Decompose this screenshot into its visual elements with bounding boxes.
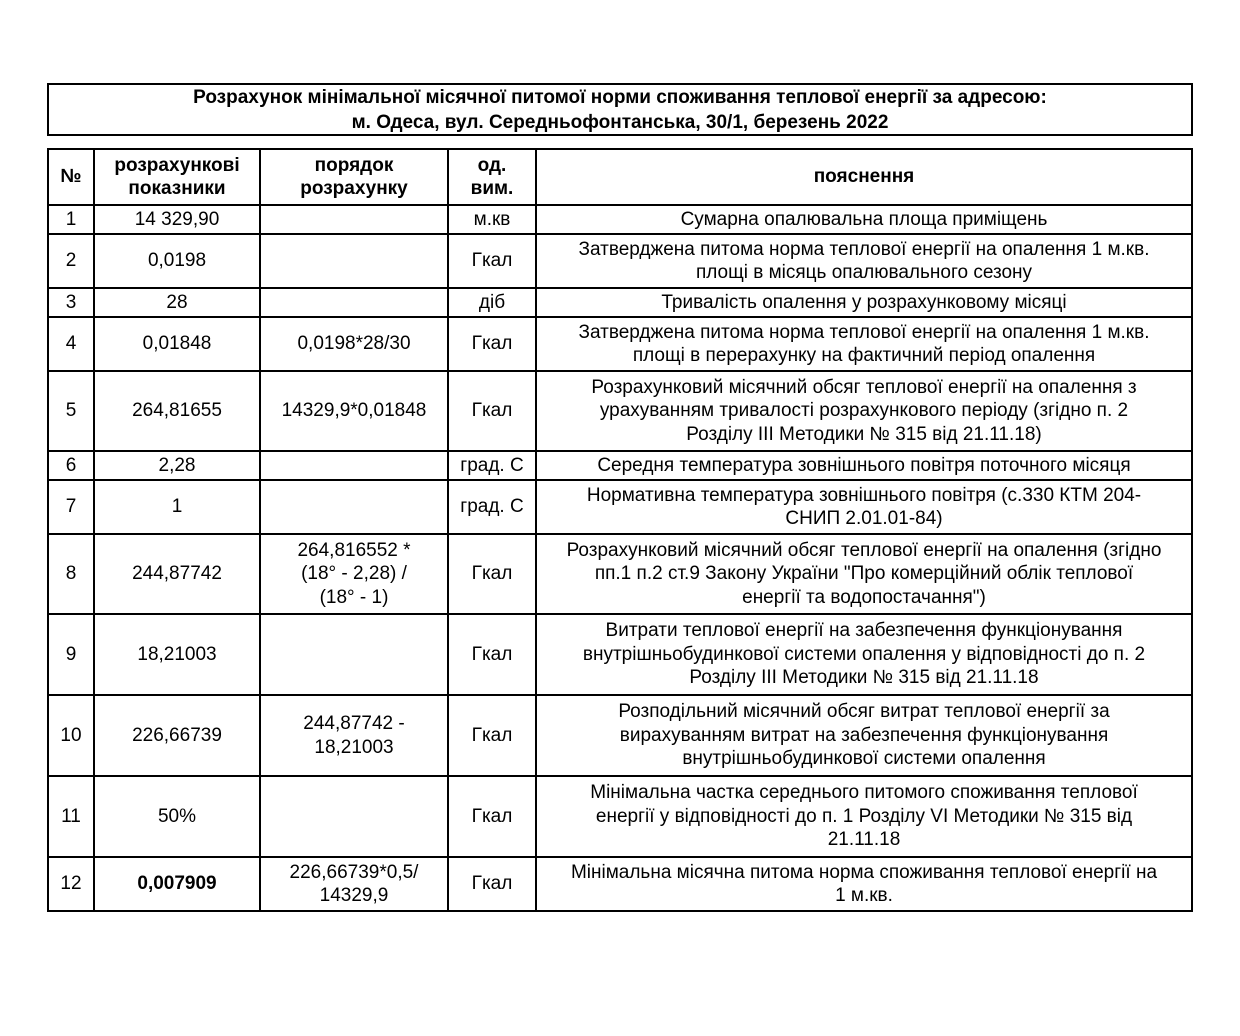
row-value: 1 (94, 480, 260, 534)
explanation-line: СНИП 2.01.01-84) (785, 508, 943, 529)
explanation-line: площі в перерахунку на фактичний період опалення (632, 345, 1096, 366)
row-formula (260, 614, 448, 695)
explanation-line: Розподільний місячний обсяг витрат теплової енергії за (618, 701, 1110, 723)
row-explanation (536, 695, 1192, 776)
row-explanation (536, 534, 1192, 614)
title-line-2: м. Одеса, вул. Середньофонтанська, 30/1, березень 2022 (351, 111, 889, 133)
row-value: 244,87742 (94, 534, 260, 614)
row-formula (260, 534, 448, 614)
row-explanation (536, 480, 1192, 534)
explanation-line: вирахуванням витрат на забезпечення функціонування (619, 724, 1109, 746)
explanation-line: Розрахунковий місячний обсяг теплової енергії на опалення (згідно (566, 539, 1162, 561)
explanation-line: внутрішньобудинкової системи опалення у відповідності до п. 2 (582, 643, 1146, 665)
table-row (48, 205, 1192, 234)
explanation-line: Затверджена питома норма теплової енергії на опалення 1 м.кв. (578, 238, 1150, 260)
row-value: 264,81655 (94, 371, 260, 451)
row-formula (260, 695, 448, 776)
row-formula (260, 288, 448, 317)
table-row (48, 534, 1192, 614)
row-explanation (536, 234, 1192, 288)
row-unit: Гкал (448, 317, 536, 371)
row-explanation (536, 451, 1192, 480)
explanation-line: Нормативна температура зовнішнього повітря (с.330 КТМ 204- (586, 484, 1142, 506)
row-value: 14 329,90 (94, 205, 260, 234)
row-unit: Гкал (448, 534, 536, 614)
row-value: 28 (94, 288, 260, 317)
row-formula (260, 205, 448, 234)
table-row (48, 480, 1192, 534)
formula-line: 18,21003 (314, 736, 394, 758)
row-value: 2,28 (94, 451, 260, 480)
explanation-line: енергії у відповідності до п. 1 Розділу VI Методики № 315 від (595, 805, 1133, 827)
table-row (48, 857, 1192, 911)
row-formula (260, 480, 448, 534)
explanation-line: 1 м.кв. (835, 885, 893, 906)
row-value: 50% (94, 776, 260, 857)
explanation-line: Затверджена питома норма теплової енергії на опалення 1 м.кв. (578, 321, 1150, 343)
explanation-line: Мінімальна частка середнього питомого споживання теплової (590, 782, 1138, 804)
explanation-line: Сумарна опалювальна площа приміщень (680, 208, 1048, 230)
explanation-line: Витрати теплової енергії на забезпечення функціонування (605, 620, 1123, 642)
header-explanation: пояснення (536, 149, 1192, 205)
formula-line: 14329,9*0,01848 (281, 400, 427, 422)
calculation-table (47, 148, 1193, 912)
document-title (47, 83, 1193, 136)
explanation-line: Середня температура зовнішнього повітря поточного місяця (597, 454, 1131, 476)
formula-line: 226,66739*0,5/ (289, 861, 419, 883)
row-explanation (536, 857, 1192, 911)
row-formula (260, 776, 448, 857)
row-value: 0,01848 (94, 317, 260, 371)
row-unit: Гкал (448, 234, 536, 288)
row-value: 0,0198 (94, 234, 260, 288)
formula-line: (18° - 1) (319, 586, 389, 608)
row-number: 1 (48, 205, 94, 234)
explanation-line: внутрішньобудинкової системи опалення (682, 748, 1046, 770)
row-unit: Гкал (448, 371, 536, 451)
table-row (48, 317, 1192, 371)
table-row (48, 288, 1192, 317)
row-explanation (536, 614, 1192, 695)
row-unit: м.кв (448, 205, 536, 234)
row-unit: Гкал (448, 614, 536, 695)
formula-line: 14329,9 (319, 885, 389, 906)
explanation-line: 21.11.18 (827, 829, 901, 851)
row-value: 0,007909 (94, 857, 260, 911)
row-number: 7 (48, 480, 94, 534)
row-number: 5 (48, 371, 94, 451)
row-number: 11 (48, 776, 94, 857)
formula-line: 264,816552 * (297, 539, 411, 561)
explanation-line: Розділу ІІІ Методики № 315 від 21.11.18) (686, 423, 1042, 445)
table-body (48, 205, 1192, 911)
row-value: 226,66739 (94, 695, 260, 776)
table-row (48, 776, 1192, 857)
explanation-line: пп.1 п.2 ст.9 Закону України "Про комерційний облік теплової (594, 563, 1134, 585)
formula-line: (18° - 2,28) / (301, 563, 407, 585)
row-number: 3 (48, 288, 94, 317)
row-unit: град. С (448, 451, 536, 480)
row-number: 10 (48, 695, 94, 776)
formula-line: 0,0198*28/30 (297, 333, 411, 355)
explanation-line: енергії та водопостачання") (742, 586, 986, 608)
row-number: 4 (48, 317, 94, 371)
row-explanation (536, 288, 1192, 317)
row-number: 9 (48, 614, 94, 695)
row-explanation (536, 776, 1192, 857)
table-header-row (48, 149, 1192, 205)
table-row (48, 451, 1192, 480)
row-unit: Гкал (448, 695, 536, 776)
explanation-line: Розрахунковий місячний обсяг теплової енергії на опалення з (591, 376, 1137, 398)
table-row (48, 614, 1192, 695)
row-explanation (536, 317, 1192, 371)
row-number: 8 (48, 534, 94, 614)
formula-line: 244,87742 - (303, 713, 405, 734)
row-formula (260, 371, 448, 451)
row-number: 6 (48, 451, 94, 480)
explanation-line: площі в місяць опалювального сезону (695, 262, 1033, 283)
header-number: № (48, 149, 94, 205)
header-unit: од. вим. (448, 149, 536, 205)
row-formula (260, 857, 448, 911)
row-number: 2 (48, 234, 94, 288)
row-explanation (536, 205, 1192, 234)
row-formula (260, 317, 448, 371)
explanation-line: Розділу ІІІ Методики № 315 від 21.11.18 (689, 667, 1039, 689)
row-explanation (536, 371, 1192, 451)
title-line-1: Розрахунок мінімальної місячної питомої норми споживання теплової енергії за адресою: (193, 86, 1047, 108)
table-row (48, 695, 1192, 776)
row-unit: діб (448, 288, 536, 317)
row-unit: град. С (448, 480, 536, 534)
explanation-line: урахуванням тривалості розрахункового періоду (згідно п. 2 (599, 400, 1129, 422)
explanation-line: Мінімальна місячна питома норма споживання теплової енергії на (570, 861, 1158, 883)
row-unit: Гкал (448, 857, 536, 911)
explanation-line: Тривалість опалення у розрахунковому місяці (661, 291, 1067, 313)
header-order: порядок розрахунку (260, 149, 448, 205)
header-indicators: розрахункові показники (94, 149, 260, 205)
row-unit: Гкал (448, 776, 536, 857)
row-formula (260, 234, 448, 288)
row-value: 18,21003 (94, 614, 260, 695)
table-row (48, 371, 1192, 451)
row-number: 12 (48, 857, 94, 911)
table-row (48, 234, 1192, 288)
row-formula (260, 451, 448, 480)
